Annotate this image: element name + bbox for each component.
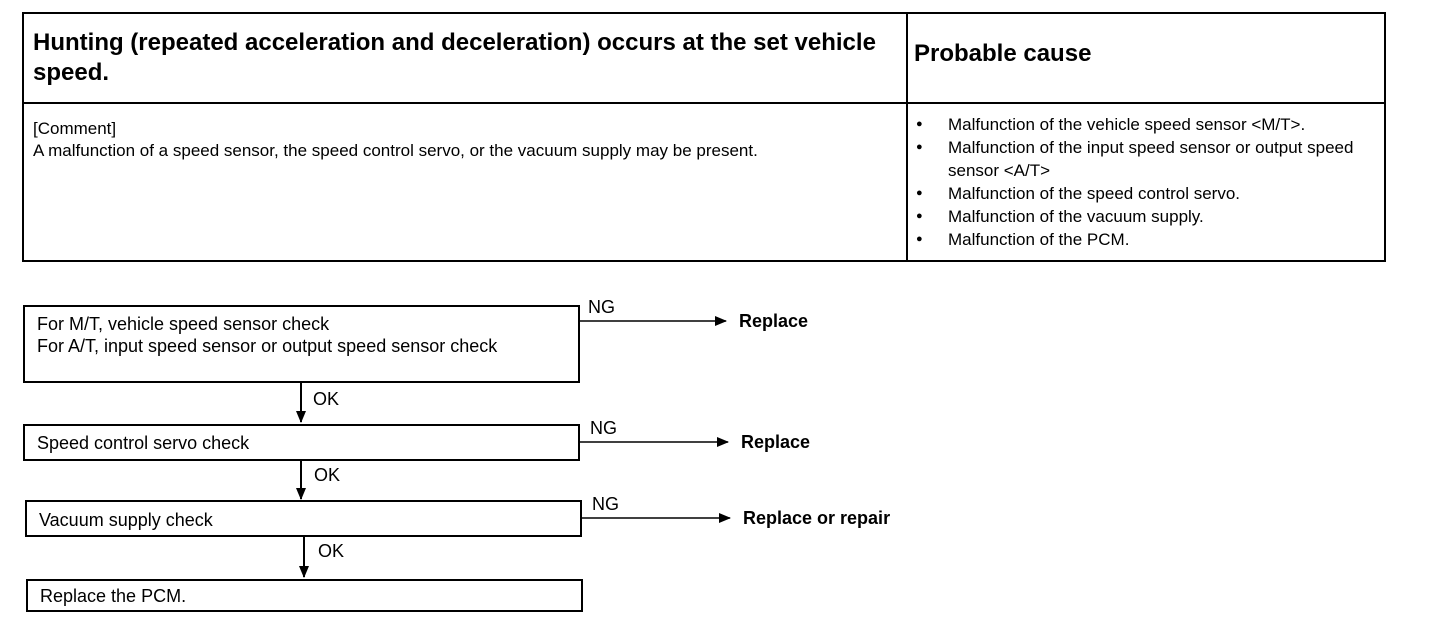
- result-replace-or-repair: Replace or repair: [743, 508, 891, 528]
- step1-line2: For A/T, input speed sensor or output speed sensor check: [37, 336, 498, 356]
- step-speed-sensor-check: [23, 305, 580, 383]
- comment-label: [Comment]: [33, 119, 117, 138]
- ok-label-2: OK: [314, 465, 341, 485]
- ng-label-1: NG: [588, 297, 615, 317]
- comment-text: A malfunction of a speed sensor, the speed control servo, or the vacuum supply may be present.: [33, 141, 758, 160]
- step-servo-check: Speed control servo check: [23, 424, 580, 461]
- cause-item: ● Malfunction of the vacuum supply.: [912, 205, 1382, 228]
- result-replace-2: Replace: [741, 432, 811, 452]
- probable-cause-header: Probable cause: [914, 40, 1092, 67]
- cause-item: ● Malfunction of the PCM.: [912, 228, 1382, 251]
- ok-label-1: OK: [313, 389, 340, 409]
- cause-item: ● Malfunction of the speed control servo.: [912, 182, 1382, 205]
- step1-line1: For M/T, vehicle speed sensor check: [37, 314, 330, 334]
- ok-label-3: OK: [318, 541, 345, 561]
- symptom-title: Hunting (repeated acceleration and deceleration) occurs at the set vehicle speed.: [33, 29, 876, 86]
- step-replace-pcm: Replace the PCM.: [26, 579, 583, 612]
- ng-label-3: NG: [592, 494, 619, 514]
- ng-label-2: NG: [590, 418, 617, 438]
- step-vacuum-check: Vacuum supply check: [25, 500, 582, 537]
- cause-item: ● Malfunction of the vehicle speed sensor <M/T>.: [912, 113, 1382, 136]
- cause-item: ● Malfunction of the input speed sensor or output speed sensor <A/T>: [912, 136, 1382, 182]
- result-replace-1: Replace: [739, 311, 809, 331]
